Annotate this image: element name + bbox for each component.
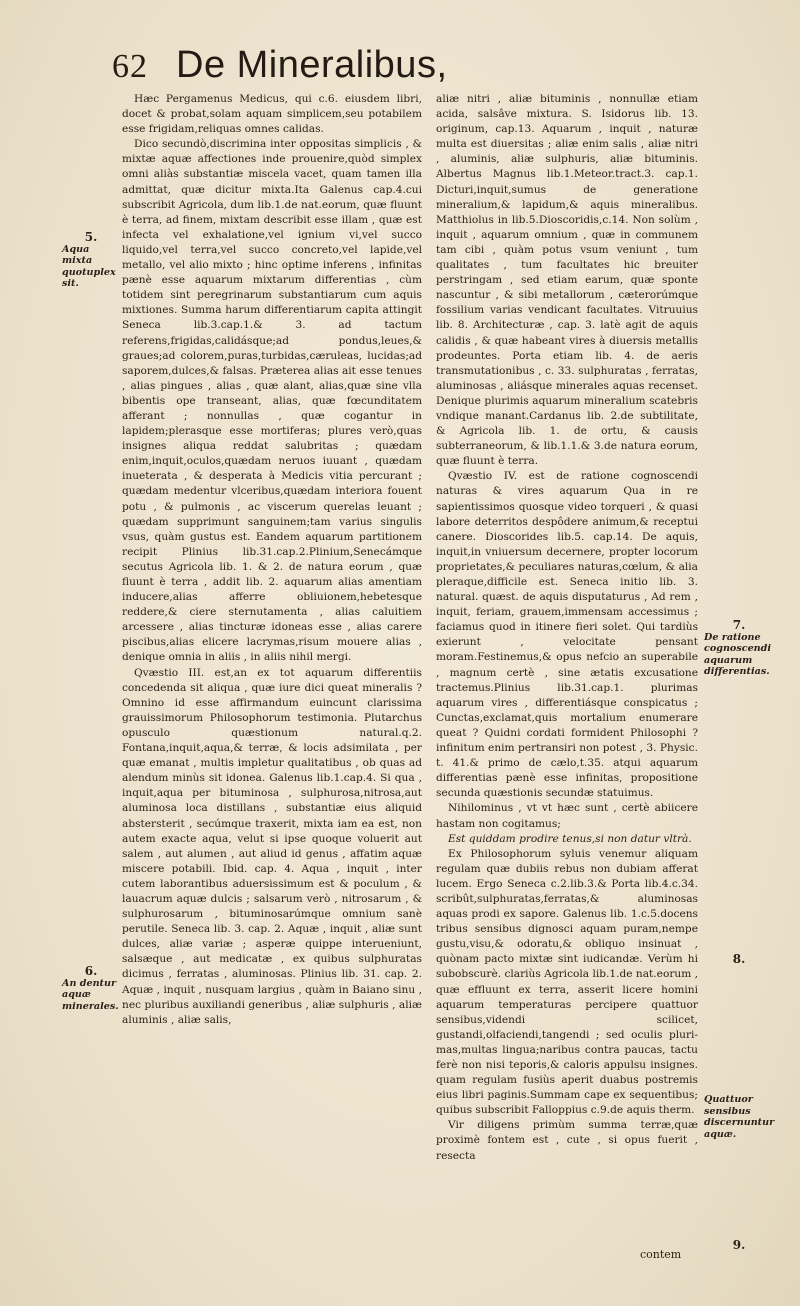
paragraph: Hæc Pergamenus Medicus, qui c.6. eiusdem libri, docet & probat,solam aquam simplicem,seu potabilem esse frigidam,reliquas omnes calidas. xyxy=(122,93,422,136)
paragraph-question-4: Qvæstio IV. est de ratione cognoscendi naturas & vires aquarum Qua in re sapientissimos quosque video torqueri , & quasi labore deterritos despôdere animum,& receptui canere. Dioscorides lib.5. cap.14. De aquis, inquit,in vniuersum decernere, propter locorum proprietates,& peculiares naturas,cœlum, & alia pleraque,difficile est. Seneca initio lib. 3. natural. quæst. de aquis disputaturus , Ad rem , inquit, feriam, grauem,immensam accessimus ; faciamus quod in itinere fieri solet. Qui tardiùs exierunt , velocitate pensant moram.Festinemus,& opus nefcio an superabile , magnum certè , sine ætatis excusatione tractemus.Plinius lib.31.cap.1. plurimas aquarum vires , differentiásque conspicatus ; Cunctas,exclamat,quis mortalium enumerare queat ? Quidni cordati formident Philosophi ? infinitum enim pertransiri non potest , 3. Physic. t. 41.& primo de cælo,t.35. atqui aquarum differentias pænè esse infinitas, propositione secunda quæstionis secundæ statuimus. xyxy=(436,470,698,800)
paragraph: Ex Philosophorum syluis venemur aliquam regulam quæ dubiis rebus non dubiam afferat lucem. Ergo Seneca c.2.lib.3.& Porta lib.4.c.34. scribût,sulphuratas,ferratas,& aluminosas aquas prodi ex sapore. Galenus lib. 1.c.5.docens tribus sensibus dignosci aquam puram,nempe gustu,visu,& odoratu,& obliquo insinuat , quònam pacto mixtæ sint iudicandæ. Verùm hi subobscurè. clariùs Agricola lib.1.de nat.eorum , quæ effluunt ex terra, asserit licere homini aquarum temperaturas percipere quattuor sensibus,videndi scilicet, gustandi,olfaciendi,tangendi ; sed oculis pluri-mas,multas lingua;naribus contra paucas, tactu ferè non nisi teporis,& caloris appulsu insignes. quam regulam fusiùs aperit duabus postremis eius libri paginis.Summam cape ex sequentibus; quibus subscribit Falloppius c.9.de aquis therm. xyxy=(436,847,698,1117)
margin-note-8: 8. xyxy=(732,952,746,966)
margin-note-9: 9. xyxy=(732,1238,746,1252)
margin-note-5: 5. Aqua mixta quotuplex sit. xyxy=(62,230,116,289)
paragraph: Vir diligens primùm summa terræ,quæ proximè fontem est , cute , si opus fuerit , resecta xyxy=(436,1119,698,1162)
page-number: 62 xyxy=(112,48,148,85)
quotation-line: Est quiddam prodire tenus,si non datur vltrà. xyxy=(448,832,692,845)
catchword: contem xyxy=(640,1248,682,1261)
paragraph: Nihilominus , vt vt hæc sunt , certè abiicere hastam non cogitamus; xyxy=(436,802,698,830)
margin-note-senses: Quattuor sensibus discernuntur aquæ. xyxy=(704,1094,775,1140)
left-column xyxy=(122,92,422,1028)
margin-note-7: 7. De ratione cognoscendi aquarum differentias. xyxy=(704,618,771,677)
paragraph: aliæ nitri , aliæ bituminis , nonnullæ etiam acida, salsâve mixtura. S. Isidorus lib. 13. originum, cap.13. Aquarum , inquit , naturæ multa est diuersitas ; aliæ enim salis , aliæ nitri , aluminis, aliæ sulphuris, aliæ bituminis. Albertus Magnus lib.1.Meteor.tract.3. cap.1. Dicturi,inquit,sumus de generatione mineralium,& lapidum,& aquis mineralibus. Matthiolus in lib.5.Dioscoridis,c.14. Non solùm , inquit , aquarum omnium , quæ in communem tam cibi , quàm potus vsum veniunt , tum qualitates , tum facultates hic breuiter perstringam , sed etiam earum, quæ sponte nascuntur , & sibi metallorum , cæterorúmque fossilium varias vendicant facultates. Vitruuius lib. 8. Architecturæ , cap. 3. latè agit de aquis calidis , & quæ habeant vires à diuersis metallis prodeuntes. Porta etiam lib. 4. de aeris transmutationibus , c. 33. sulphuratas , ferratas, aluminosas , aliásque minerales aquas recenset. Denique plurimis aquarum mineralium scatebris vndique manant.Cardanus lib. 2.de subtilitate, & Agricola lib. 1. de ortu, & causis subterraneorum, & lib.1.1.& 3.de natura eorum, quæ fluunt è terra. xyxy=(436,93,698,468)
paragraph: Dico secundò,discrimina inter oppositas simplicis , & mixtæ aquæ affectiones inde prouenire,quòd simplex omni aliàs substantiæ miscela vacet, quam tamen illa admittat, quæ dicitur mixta.Ita Galenus cap.4.cui subscribit Agricola, dum lib.1.de nat.eorum, quæ fluunt è terra, ad finem, mixtam describit esse illam , quæ est infecta vel exhalatione,vel ignium vi,vel succo liquido,vel terra,vel succo concreto,vel lapide,vel metallo, vel alio mixto ; hinc optime inferens , infinitas pænè esse aquarum mixtarum differentias , cùm totidem sint peregrinarum substantiarum cum aquis mixtiones. Summa harum differentiarum capita attingit Seneca lib.3.cap.1.& 3. ad tactum referens,frigidas,calidásque;ad pondus,leues,& graues;ad colorem,puras,turbidas,cæruleas, lucidas;ad saporem,dulces,& falsas. Præterea alias ait esse tenues , alias pingues , alias , quæ alant, alias,quæ sine vlla bibentis ope transeant, alias, quæ fœcunditatem afferant ; nonnullas , quæ cogantur in lapidem;plerasque esse mortiferas; plures verò,quas insignes aliqua reddat salubritas ; quædam enim,inquit,oculos,quædam neruos iuuant , quædam inueterata , & desperata à Medicis vitia percurant ; quædam medentur vlceribus,quædam interiora fouent potu , & pulmonis , ac viscerum querelas leuant ; quædam supprimunt sanguinem;tam varius singulis vsus, quàm gustus est. Eandem aquarum partitionem recipit Plinius lib.31.cap.2.Plinium,Senecámque secutus Agricola lib. 1. & 2. de natura eorum , quæ fluunt è terra , addit lib. 2. aquarum alias amentiam inducere,alias afferre obliuionem,hebetesque reddere,& ciere sternutamenta , alias caluitiem arcessere , alias tincturæ idoneas esse , alias carere piscibus,alias elicere lacrymas,risum mouere alias , denique omnia in aliis , in aliis nihil mergi. xyxy=(122,138,422,664)
margin-note-6: 6. An dentur aquæ minerales. xyxy=(62,964,119,1012)
right-column xyxy=(436,92,698,1164)
paragraph-question-3: Qvæstio III. est,an ex tot aquarum differentiis concedenda sit aliqua , quæ iure dici queat mineralis ? Omnino id esse affirmandum euincunt clarissima grauissimorum Philosophorum testimonia. Plutarchus opusculo quæstionum natural.q.2. Fontana,inquit,aqua,& terræ, & locis adsimilata , per quæ emanat , multis impletur qualitatibus , ob quas ad alendum minùs sit idonea. Galenus lib.1.cap.4. Si qua , inquit,aqua per bituminosa , sulphurosa,nitrosa,aut aluminosa loca distillans , substantiæ eius aliquid abstersterit , secúmque traxerit, mixta iam ea est, non autem exacte aqua, velut si ipse quoque voluerit aut salem , aut alumen , aut aliud id genus , affatim aquæ miscere potabili. Ibid. cap. 4. Aqua , inquit , inter cutem laborantibus aduersissimum est & poculum , & lauacrum aquæ dulcis ; salsarum verò , nitrosarum , & sulphurosarum , bituminosarúmque omnium sanè perutile. Seneca lib. 3. cap. 2. Aquæ , inquit , aliæ sunt dulces, aliæ variæ ; asperæ quippe interueniunt, salsæque , aut medicatæ , ex quibus sulphuratas dicimus , ferratas , aluminosas. Plinius lib. 31. cap. 2. Aquæ , inquit , nusquam largius , quàm in Baiano sinu , nec pluribus auxiliandi generibus , aliæ sulphuris , aliæ aluminis , aliæ salis, xyxy=(122,666,422,1026)
running-title: De Mineralibus, xyxy=(176,44,448,86)
